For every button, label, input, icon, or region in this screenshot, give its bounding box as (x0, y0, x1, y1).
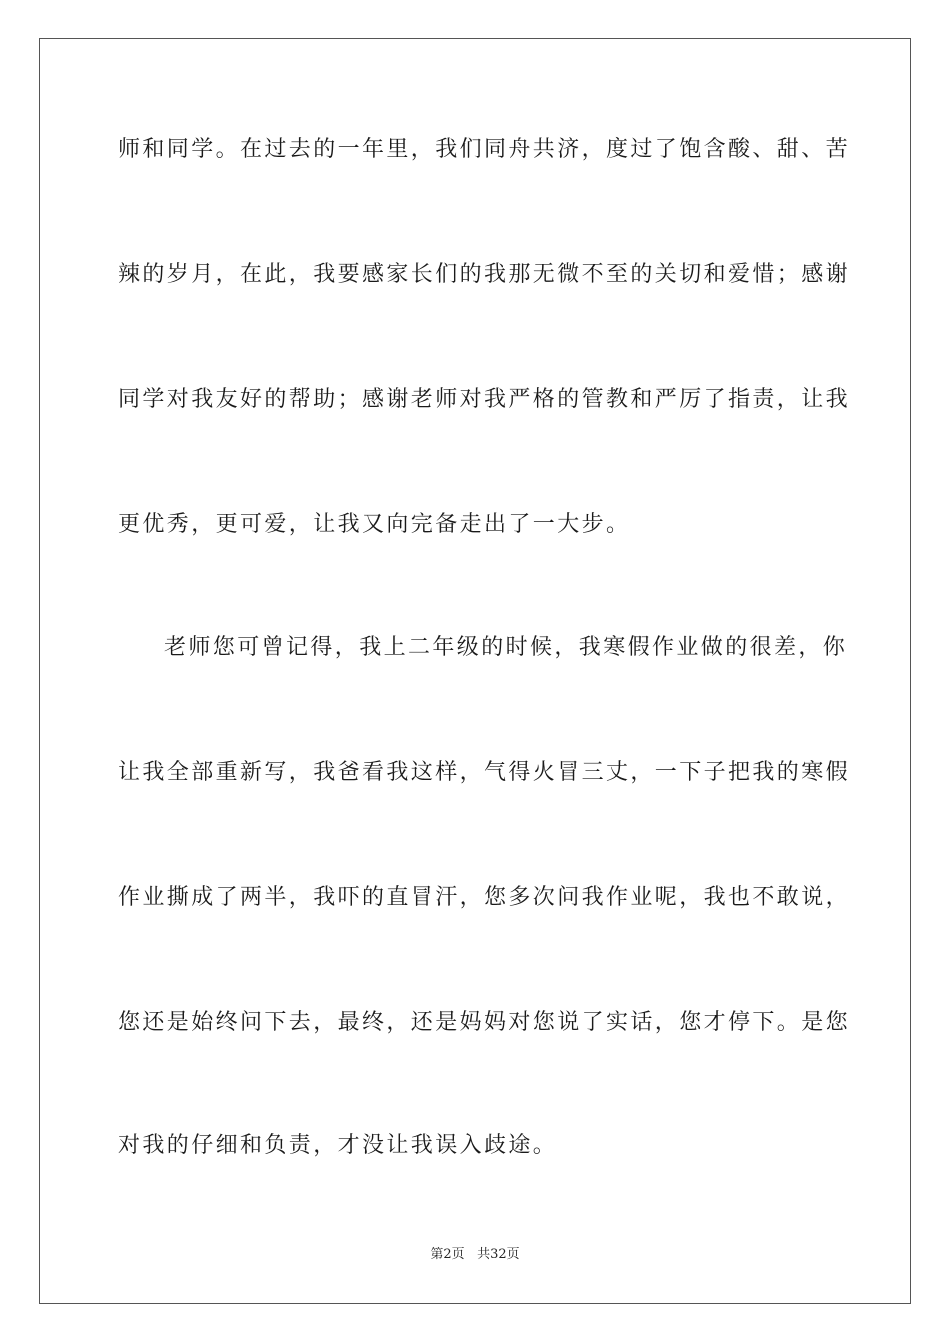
page-border (39, 38, 911, 1304)
text-line-4: 更优秀，更可爱，让我又向完备走出了一大步。 (118, 512, 631, 537)
text-line-3: 同学对我友好的帮助；感谢老师对我严格的管教和严厉了指责，让我 (118, 387, 851, 412)
text-line-9: 对我的仔细和负责，才没让我误入歧途。 (118, 1133, 558, 1158)
text-line-7: 作业撕成了两半，我吓的直冒汗，您多次问我作业呢，我也不敢说， (118, 885, 851, 910)
page-footer (0, 1246, 950, 1264)
page-number: 第2页 (430, 1247, 465, 1262)
page-total: 共32页 (477, 1247, 520, 1262)
text-line-1: 师和同学。在过去的一年里，我们同舟共济，度过了饱含酸、甜、苦 (118, 137, 851, 162)
text-line-8: 您还是始终问下去，最终，还是妈妈对您说了实话，您才停下。是您 (118, 1010, 851, 1035)
text-line-5-paragraph-start: 老师您可曾记得，我上二年级的时候，我寒假作业做的很差，你 (164, 635, 848, 660)
text-line-2: 辣的岁月，在此，我要感家长们的我那无微不至的关切和爱惜；感谢 (118, 262, 851, 287)
text-line-6: 让我全部重新写，我爸看我这样，气得火冒三丈，一下子把我的寒假 (118, 760, 851, 785)
